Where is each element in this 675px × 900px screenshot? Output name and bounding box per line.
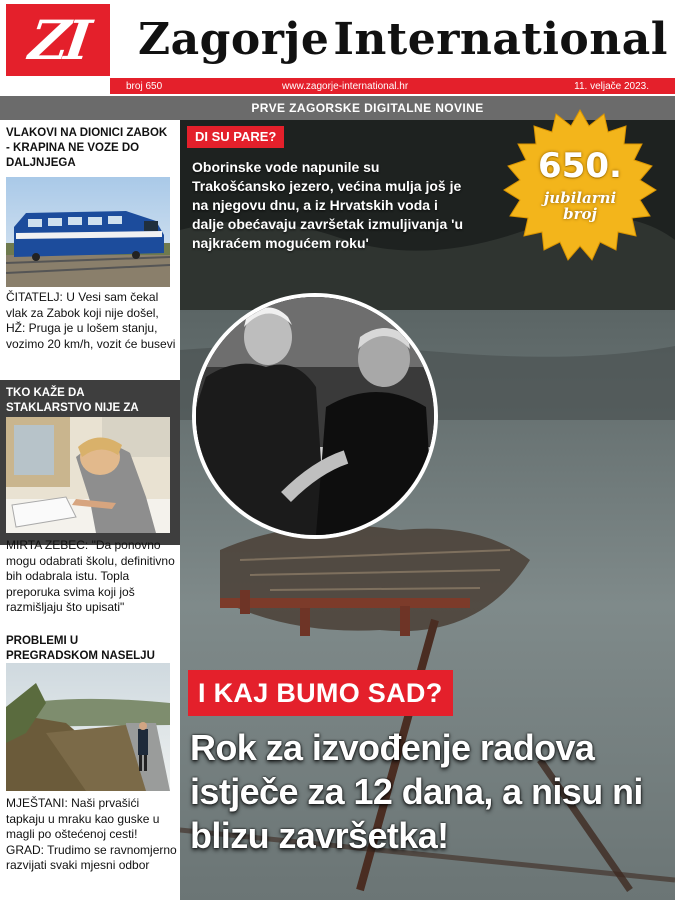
badge-caption <box>500 190 660 222</box>
sidebar-text-glass: MIRTA ZEBEC: "Da ponovno mogu odabrati školu, definitivno bih odabrala istu. Topla preporuka svima koji još razmišljaju što upisati" <box>6 538 175 614</box>
newspaper-name-part2: International <box>333 13 668 65</box>
badge-caption-line2: broj <box>563 205 597 223</box>
newspaper-name <box>138 8 668 70</box>
sidebar-text-trains: ČITATELJ: U Vesi sam čekal vlak za Zabok koji nije došel, HŽ: Pruga je u lošem stanju, vozimo 20 km/h, vozit će busevi <box>6 290 176 351</box>
meta-bar <box>110 78 675 94</box>
jubilee-badge <box>500 108 660 268</box>
road-photo[interactable] <box>6 663 170 791</box>
issue-number: broj 650 <box>126 80 163 92</box>
tagline: PRVE ZAGORSKE DIGITALNE NOVINE <box>251 101 484 115</box>
logo[interactable] <box>6 4 110 76</box>
train-photo[interactable] <box>6 177 170 287</box>
sidebar-headline-glass[interactable]: TKO KAŽE DA STAKLARSTVO NIJE ZA <box>6 387 139 414</box>
sidebar-headline-trains[interactable]: VLAKOVI NA DIONICI ZABOK - KRAPINA NE VOZE DO DALJNJEGA <box>6 127 168 169</box>
badge-caption-line1: jubilarni <box>543 189 617 207</box>
issue-date: 11. veljače 2023. <box>574 80 649 92</box>
glass-worker-photo[interactable] <box>6 417 170 533</box>
website-link[interactable]: www.zagorje-international.hr <box>282 80 409 92</box>
sidebar-text-vojsak: MJEŠTANI: Naši prvašići tapkaju u mraku kao guske u magli po oštećenoj cesti! GRAD: Trudimo se ravnomjerno razvijati svaki mjesni odbor <box>6 796 177 872</box>
badge-starburst-icon <box>500 108 660 268</box>
main-headline[interactable]: Rok za izvođenje radova istječe za 12 dana, a nisu ni blizu završetka! <box>190 727 643 856</box>
story-kicker[interactable]: DI SU PARE? <box>187 126 284 148</box>
masthead <box>0 0 675 78</box>
sidebar-headline-vojsak[interactable]: PROBLEMI U PREGRADSKOM NASELJU <box>6 635 155 662</box>
newspaper-name-part1: Zagorje <box>138 13 330 65</box>
logo-text: ZI <box>25 8 91 72</box>
sidebar <box>0 120 180 900</box>
headline-label[interactable]: I KAJ BUMO SAD? <box>188 670 453 716</box>
story-lead: Oborinske vode napunile su Trakošćansko jezero, većina mulja još je na njegovu dnu, a iz Hrvatskih voda i dalje obećavaju završetak izmuljivanja 'u najkraćem mogućem roku' <box>192 159 464 251</box>
badge-number: 650. <box>538 146 622 186</box>
inset-photo[interactable] <box>192 293 438 539</box>
